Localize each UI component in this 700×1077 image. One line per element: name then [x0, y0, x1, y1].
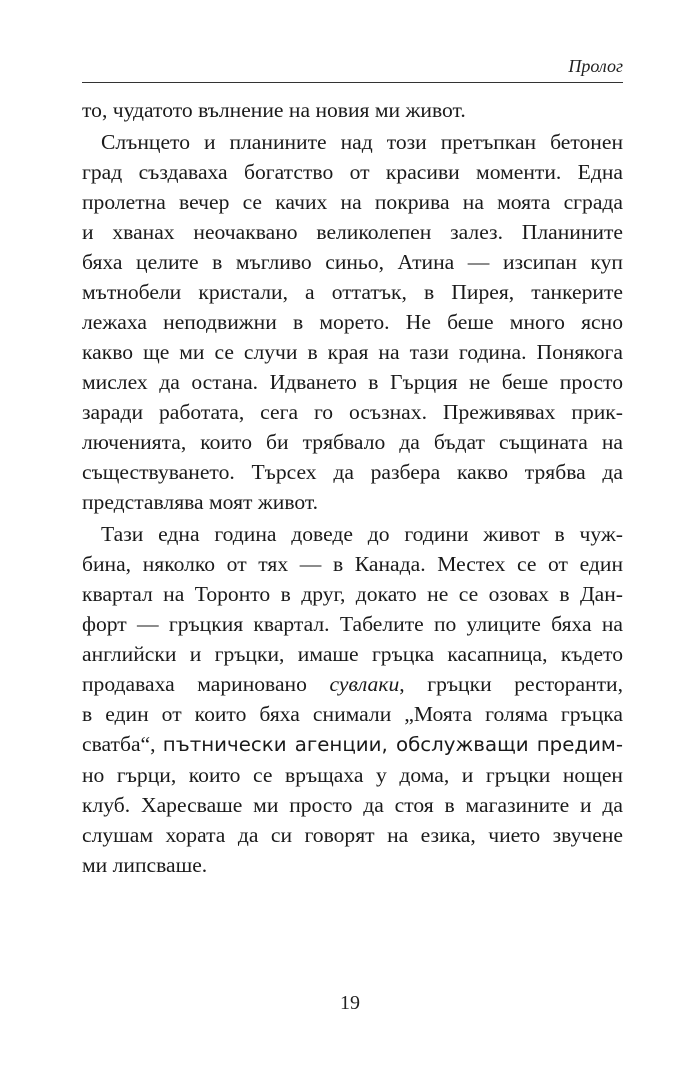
text-line: клуб. Харесваше ми просто да стоя в магазините и да [82, 793, 623, 817]
text-line: люченията, които би трябвало да бъдат същината на [82, 430, 623, 454]
paragraph-3 [82, 519, 623, 880]
text-line: заради работата, сега го осъзнах. Преживявах прик- [82, 400, 623, 424]
text-line: представлява моят живот. [82, 490, 319, 514]
running-title: Пролог [568, 56, 623, 76]
text-segment: продаваха мариновано [82, 672, 330, 696]
text-line: какво ще ми се случи в края на тази година. Понякога [82, 340, 623, 364]
text-line: слушам хората да си говорят на езика, чието звучене [82, 823, 623, 847]
text-line: лежаха неподвижни в морето. Не беше много ясно [82, 310, 623, 334]
body-text [82, 95, 623, 880]
text-segment: сватба“, [82, 732, 163, 756]
italic-term: сувлаки [329, 672, 400, 696]
page-number: 19 [340, 992, 360, 1014]
paragraph-2 [82, 127, 623, 517]
text-line: мътнобели кристали, а оттатък, в Пирея, танкерите [82, 280, 623, 304]
text-line: бяха целите в мъгливо синьо, Атина — изсипан куп [82, 250, 623, 274]
text-line-with-italic [82, 669, 623, 699]
text-line: Тази една година доведе до години живот в чуж- [101, 522, 623, 546]
text-line: в един от които бяха снимали „Моята голяма гръцка [82, 702, 623, 726]
text-line: и хванах неочаквано великолепен залез. Планините [82, 220, 623, 244]
running-header [82, 54, 623, 83]
text-line: пролетна вечер се качих на покрива на моята сграда [82, 190, 623, 214]
text-line: английски и гръцки, имаше гръцка касапница, където [82, 642, 623, 666]
text-line: то, чудатото вълнение на новия ми живот. [82, 98, 466, 122]
text-line: но гърци, които се връщаха у дома, и гръцки нощен [82, 763, 623, 787]
text-segment: , гръцки ресторанти, [399, 672, 623, 696]
text-line: мислех да остана. Идването в Гърция не беше просто [82, 370, 623, 394]
text-line: град създаваха богатство от красиви моменти. Една [82, 160, 623, 184]
text-line: форт — гръцкия квартал. Табелите по улиците бяха на [82, 612, 623, 636]
text-line: бина, няколко от тях — в Канада. Местех се от един [82, 552, 623, 576]
sans-text-segment: пътнически агенции, обслужващи предим- [162, 733, 623, 756]
paragraph-1 [82, 95, 623, 125]
text-line: Слънцето и планините над този претъпкан бетонен [101, 130, 623, 154]
text-line: ми липсваше. [82, 853, 208, 877]
text-line: квартал на Торонто в друг, докато не се озовах в Дан- [82, 582, 623, 606]
text-line-mixed-font [82, 729, 623, 760]
text-line: съществуването. Търсех да разбера какво трябва да [82, 460, 623, 484]
